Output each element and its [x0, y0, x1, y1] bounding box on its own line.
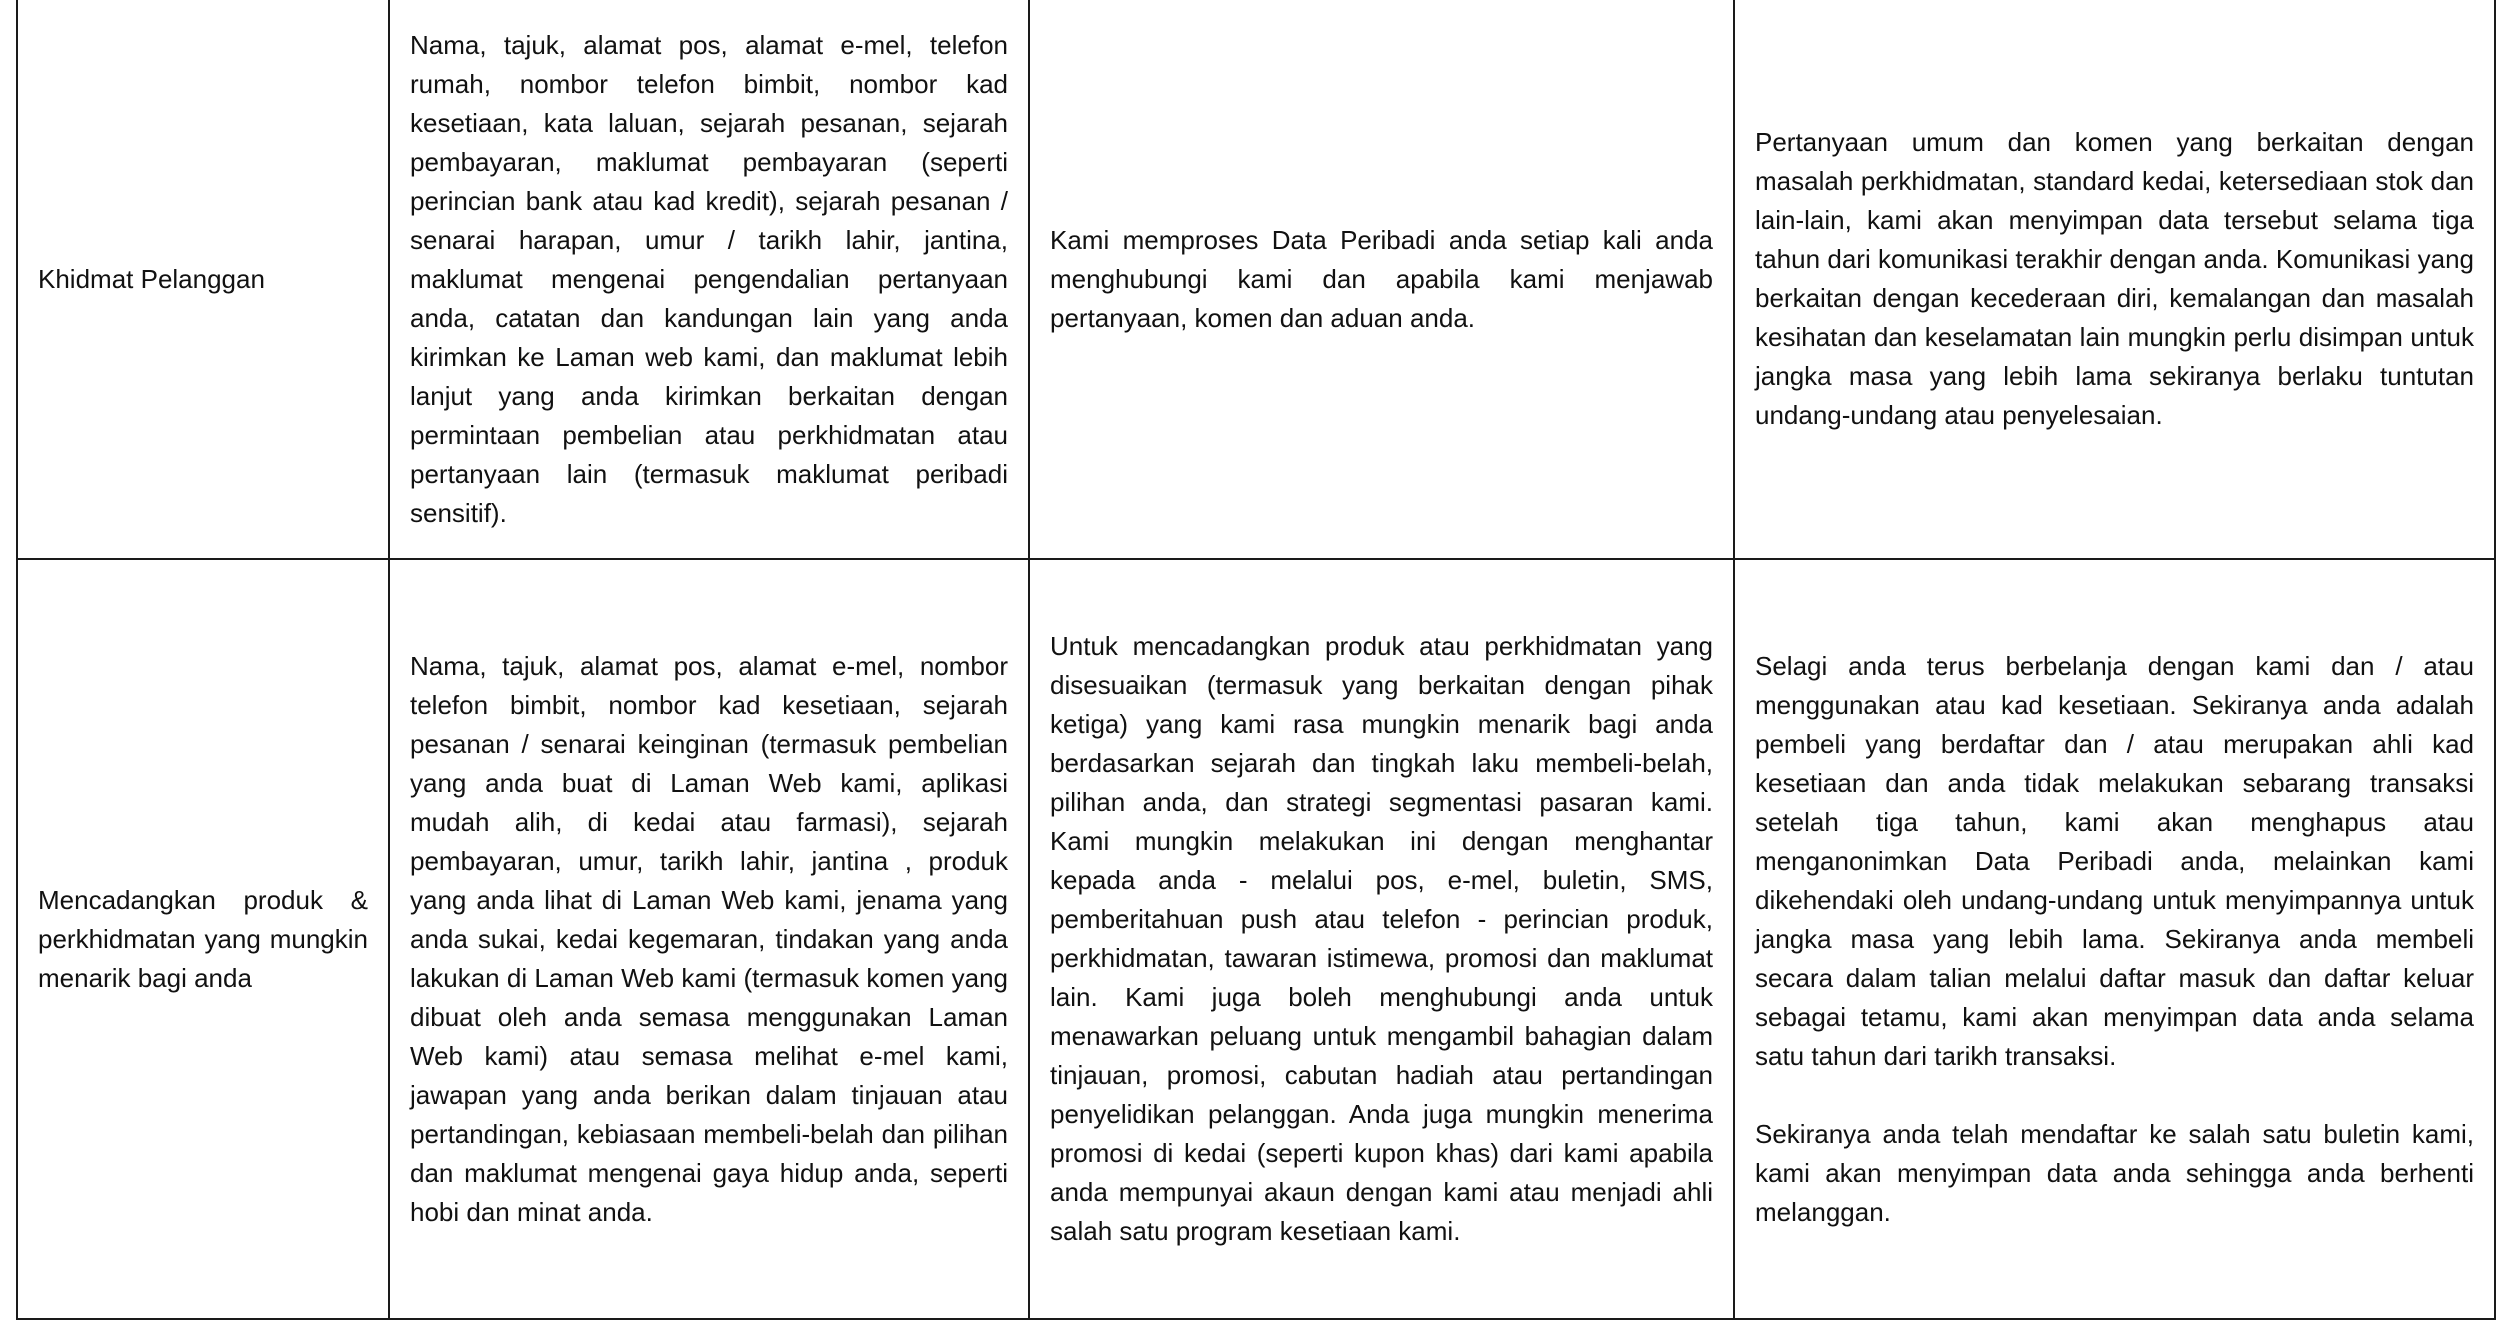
purpose-cell [17, 559, 389, 1319]
purpose-text: Mencadangkan produk & perkhidmatan yang mungkin menarik bagi anda [38, 884, 368, 993]
processing-cell [1029, 559, 1734, 1319]
retention-cell [1734, 0, 2495, 559]
processing-cell [1029, 0, 1734, 559]
privacy-data-table [16, 0, 2496, 1320]
purpose-cell [17, 0, 389, 559]
retention-text: Sekiranya anda telah mendaftar ke salah satu buletin kami, kami akan menyimpan data anda sehingga anda berhenti melanggan. [1755, 1118, 2474, 1227]
processing-text: Kami memproses Data Peribadi anda setiap kali anda menghubungi kami dan apabila kami menjawab pertanyaan, komen dan aduan anda. [1050, 224, 1713, 333]
retention-text: Selagi anda terus berbelanja dengan kami dan / atau menggunakan atau kad kesetiaan. Sekiranya anda adalah pembeli yang berdaftar dan / atau merupakan ahli kad kesetiaan dan anda tidak melakukan sebarang transaksi setelah tiga tahun, kami akan menghapus atau menganonimkan Data Peribadi anda, melainkan kami dikehendaki oleh undang-undang untuk menyimpannya untuk jangka masa yang lebih lama. Sekiranya anda membeli secara dalam talian melalui daftar masuk dan daftar keluar sebagai tetamu, kami akan menyimpan data anda selama satu tahun dari tarikh transaksi. [1755, 650, 2474, 1071]
table-row [17, 559, 2495, 1319]
data-types-text: Nama, tajuk, alamat pos, alamat e-mel, nombor telefon bimbit, nombor kad kesetiaan, sejarah pesanan / senarai keinginan (termasuk pembelian yang anda buat di Laman Web kami, aplikasi mudah alih, di kedai atau farmasi), sejarah pembayaran, umur, tarikh lahir, jantina , produk yang anda lihat di Laman Web kami, jenama yang anda sukai, kedai kegemaran, tindakan yang anda lakukan di Laman Web kami (termasuk komen yang dibuat oleh anda semasa menggunakan Laman Web kami) atau semasa melihat e-mel kami, jawapan yang anda berikan dalam tinjauan atau pertandingan, kebiasaan membeli-belah dan pilihan dan maklumat mengenai gaya hidup anda, seperti hobi dan minat anda. [410, 650, 1008, 1227]
data-types-cell [389, 559, 1029, 1319]
retention-cell [1734, 559, 2495, 1319]
table-row [17, 0, 2495, 559]
retention-text: Pertanyaan umum dan komen yang berkaitan dengan masalah perkhidmatan, standard kedai, ketersediaan stok dan lain-lain, kami akan menyimpan data tersebut selama tiga tahun dari komunikasi terakhir dengan anda. Komunikasi yang berkaitan dengan kecederaan diri, kemalangan dan masalah kesihatan dan keselamatan lain mungkin perlu disimpan untuk jangka masa yang lebih lama sekiranya berlaku tuntutan undang-undang atau penyelesaian. [1755, 127, 2474, 430]
purpose-text: Khidmat Pelanggan [38, 263, 265, 294]
processing-text: Untuk mencadangkan produk atau perkhidmatan yang disesuaikan (termasuk yang berkaitan dengan pihak ketiga) yang kami rasa mungkin menarik bagi anda berdasarkan sejarah dan tingkah laku membeli-belah, pilihan anda, dan strategi segmentasi pasaran kami. Kami mungkin melakukan ini dengan menghantar kepada anda - melalui pos, e-mel, buletin, SMS, pemberitahuan push atau telefon - perincian produk, perkhidmatan, tawaran istimewa, promosi dan maklumat lain. Kami juga boleh menghubungi anda untuk menawarkan peluang untuk mengambil bahagian dalam tinjauan, promosi, cabutan hadiah atau pertandingan penyelidikan pelanggan. Anda juga mungkin menerima promosi di kedai (seperti kupon khas) dari kami apabila anda mempunyai akaun dengan kami atau menjadi ahli salah satu program kesetiaan kami. [1050, 631, 1713, 1246]
data-types-text: Nama, tajuk, alamat pos, alamat e-mel, telefon rumah, nombor telefon bimbit, nombor kad kesetiaan, kata laluan, sejarah pesanan, sejarah pembayaran, maklumat pembayaran (seperti perincian bank atau kad kredit), sejarah pesanan / senarai harapan, umur / tarikh lahir, jantina, maklumat mengenai pengendalian pertanyaan anda, catatan dan kandungan lain yang anda kirimkan ke Laman web kami, dan maklumat lebih lanjut yang anda kirimkan berkaitan dengan permintaan pembelian atau perkhidmatan atau pertanyaan lain (termasuk maklumat peribadi sensitif). [410, 29, 1008, 528]
data-types-cell [389, 0, 1029, 559]
